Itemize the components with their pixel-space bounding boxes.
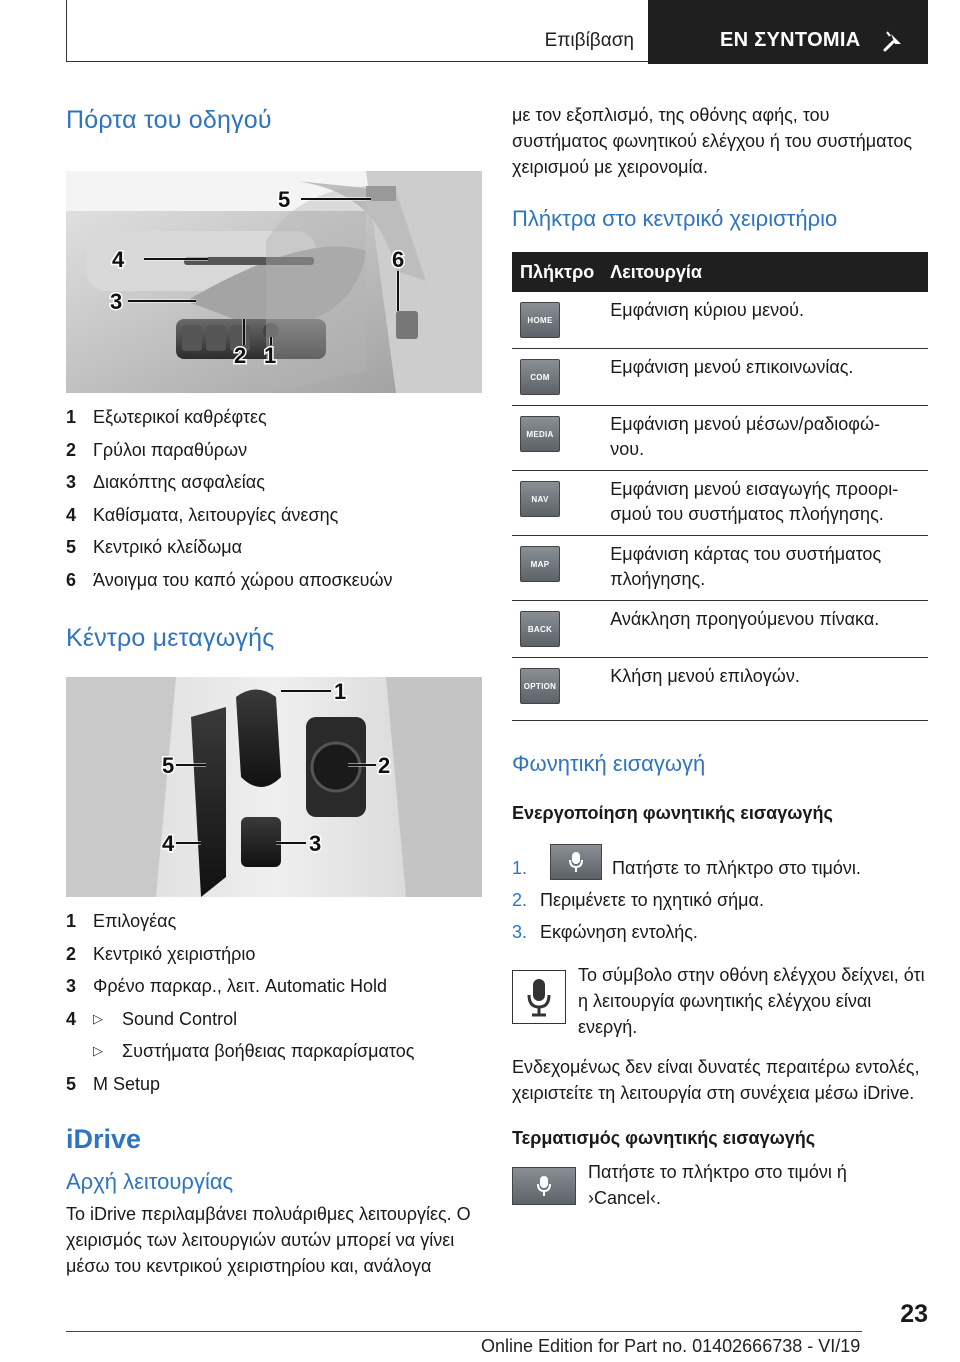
door-callout-3: 3: [110, 289, 123, 314]
item-number: 5: [66, 537, 77, 557]
table-row: [512, 349, 928, 406]
function-cell: Εμφάνιση μενού μέσων/ραδιοφώ- νου.: [602, 406, 928, 471]
item-text: Συστήματα βοήθειας παρκαρίσματος: [122, 1041, 415, 1061]
symbol-note-text: Το σύμβολο στην οθόνη ελέγχου δείχνει, ότι η λειτουργία φωνητικής ελέγχου είναι ενεργή.: [578, 965, 925, 1037]
table-row: [512, 536, 928, 601]
item-number: 1: [66, 407, 77, 427]
door-callout-2: 2: [234, 343, 247, 368]
voice-activate-title: Ενεργοποίηση φωνητικής εισαγωγής: [512, 803, 833, 823]
step-text: Πατήστε το πλήκτρο στο τιμόνι.: [612, 858, 861, 878]
door-callout-1: 1: [264, 343, 277, 368]
voice-symbol-note: [512, 964, 928, 1044]
triangle-bullet-icon: ▷: [93, 1010, 103, 1026]
back-key-icon: BACK: [520, 611, 560, 647]
center-console-legend: [66, 911, 482, 1106]
item-text: Κεντρικό κλείδωμα: [93, 537, 243, 557]
home-key-icon: HOME: [520, 302, 560, 338]
microphone-key-icon: [550, 844, 602, 880]
item-text: M Setup: [93, 1073, 161, 1094]
list-item: [66, 570, 482, 603]
item-text: Επιλογέας: [93, 911, 177, 931]
item-number: 4: [66, 1008, 77, 1029]
item-text: Κεντρικό χειριστήριο: [93, 943, 256, 964]
driver-door-title: Πόρτα του οδηγού: [66, 106, 272, 134]
nav-key-icon: NAV: [520, 481, 560, 517]
map-key-icon: MAP: [520, 546, 560, 582]
voice-steps: [512, 844, 928, 940]
step-number: 2.: [512, 890, 528, 910]
item-number: 2: [66, 439, 77, 460]
step-text: Εκφώνηση εντολής.: [540, 922, 698, 942]
table-row: [512, 471, 928, 536]
center-console-title: Κέντρο μεταγωγής: [66, 624, 275, 652]
idrive-intro-continued: με τον εξοπλισμό, της οθόνης αφής, του συστήματος φωνητικού ελέγχου ή του συστήματος χειρισμού με χειρονομία.: [512, 105, 913, 177]
table-row: [512, 292, 928, 349]
console-callout-1: 1: [334, 679, 347, 704]
item-text: Φρένο παρκαρ., λειτ. Automatic Hold: [93, 976, 388, 996]
tab-boarding[interactable]: [66, 0, 648, 62]
item-text: Άνοιγμα του καπό χώρου αποσκευών: [93, 569, 393, 590]
driver-door-illustration: [66, 171, 482, 393]
list-item: [66, 976, 482, 1009]
idrive-subtitle: Αρχή λειτουργίας: [66, 1169, 234, 1194]
idrive-title: iDrive: [66, 1124, 142, 1154]
voice-end-title: Τερματισμός φωνητικής εισαγωγής: [512, 1128, 816, 1148]
voice-end-text: Πατήστε το πλήκτρο στο τιμόνι ή ›Cancel‹.: [588, 1162, 847, 1208]
function-cell: Κλήση μενού επιλογών.: [602, 658, 928, 721]
item-number: 3: [66, 472, 77, 492]
table-row: [512, 406, 928, 471]
tab-boarding-label: Επιβίβαση: [544, 30, 634, 51]
item-text: Sound Control: [122, 1008, 238, 1029]
media-key-icon: MEDIA: [520, 416, 560, 452]
driver-door-photo: [66, 171, 482, 393]
list-item: [66, 1041, 482, 1074]
item-number: 4: [66, 504, 77, 525]
microphone-key-icon: [512, 1167, 576, 1205]
triangle-bullet-icon: ▷: [93, 1043, 103, 1058]
center-console-illustration: [66, 677, 482, 897]
item-text: Εξωτερικοί καθρέφτες: [93, 407, 267, 427]
list-item: [66, 1074, 482, 1107]
driver-door-legend: [66, 407, 482, 602]
voice-input-title: Φωνητική εισαγωγή: [512, 751, 706, 776]
left-column: [66, 96, 482, 1279]
center-console-photo: [66, 677, 482, 897]
tab-at-a-glance-label: ΕΝ ΣΥΝΤΟΜΙΑ: [720, 29, 861, 51]
function-cell: Ανάκληση προηγούμενου πίνακα.: [602, 601, 928, 658]
item-text: Καθίσματα, λειτουργίες άνεσης: [93, 504, 339, 525]
step-number: 3.: [512, 922, 528, 942]
door-callout-6: 6: [392, 247, 405, 272]
table-header-row: [512, 252, 928, 292]
list-item: [66, 1009, 482, 1042]
list-item: [66, 407, 482, 440]
footer-divider: [66, 1331, 862, 1332]
controller-keys-table: [512, 252, 928, 721]
list-item: [66, 944, 482, 977]
shortcut-icon: [881, 28, 905, 54]
console-callout-4: 4: [162, 831, 175, 856]
voice-hint: Ενδεχομένως δεν είναι δυνατές περαιτέρω εντολές, χειριστείτε τη λειτουργία στη συνέχεια μέσω iDrive.: [512, 1057, 920, 1103]
function-cell: Εμφάνιση κύριου μενού.: [602, 292, 928, 349]
right-column: [512, 96, 928, 1211]
col-key-header: Πλήκτρο: [512, 252, 602, 292]
list-item: [66, 440, 482, 473]
item-number: 2: [66, 943, 77, 964]
item-text: Γρύλοι παραθύρων: [93, 439, 248, 460]
item-number: 5: [66, 1073, 77, 1094]
item-number: 1: [66, 911, 77, 931]
voice-end-row: [512, 1161, 928, 1211]
page-number: 23: [900, 1300, 928, 1328]
door-callout-4: 4: [112, 247, 125, 272]
table-row: [512, 658, 928, 721]
edition-text: Online Edition for Part no. 01402666738 - VI/19: [481, 1336, 861, 1356]
console-callout-3: 3: [309, 831, 322, 856]
door-callout-5: 5: [278, 187, 291, 212]
com-key-icon: COM: [520, 359, 560, 395]
option-key-icon: OPTION: [520, 668, 560, 704]
item-number: 3: [66, 976, 77, 996]
item-number: 6: [66, 569, 77, 590]
tab-at-a-glance[interactable]: [648, 0, 928, 64]
table-row: [512, 601, 928, 658]
function-cell: Εμφάνιση κάρτας του συστήματος πλοήγησης.: [602, 536, 928, 601]
idrive-intro: Το iDrive περιλαμβάνει πολυάριθμες λειτουργίες. Ο χειρισμός των λειτουργιών αυτών μπορεί να γίνει μέσω του κεντρικού χειριστηρίου και, ανάλογα: [66, 1204, 471, 1276]
controller-keys-title: Πλήκτρα στο κεντρικό χειριστήριο: [512, 206, 838, 231]
step-number: 1.: [512, 858, 528, 878]
step-text: Περιμένετε το ηχητικό σήμα.: [540, 890, 764, 910]
item-text: Διακόπτης ασφαλείας: [93, 472, 265, 492]
console-callout-2: 2: [378, 753, 391, 778]
list-item: [66, 537, 482, 570]
microphone-symbol-icon: [512, 970, 566, 1024]
list-item: [66, 472, 482, 505]
list-item: [66, 911, 482, 944]
function-cell: Εμφάνιση μενού εισαγωγής προορι- σμού του συστήματος πλοήγησης.: [602, 471, 928, 536]
function-cell: Εμφάνιση μενού επικοινωνίας.: [602, 349, 928, 406]
console-callout-5: 5: [162, 753, 175, 778]
header-bar: [66, 0, 928, 64]
list-item: [66, 505, 482, 538]
col-function-header: Λειτουργία: [602, 252, 928, 292]
